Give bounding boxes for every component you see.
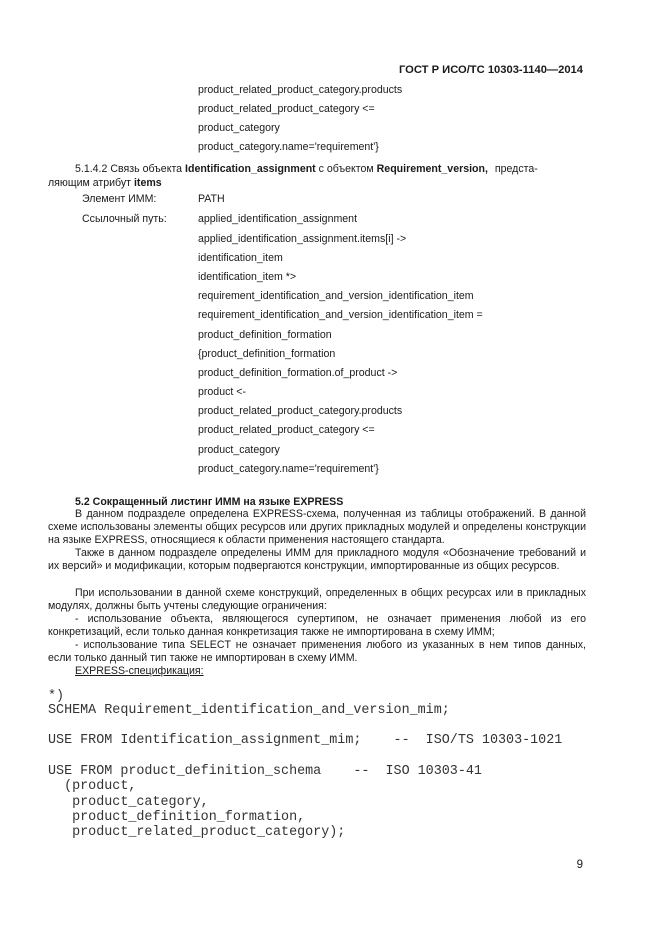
paragraph: В данном подразделе определена EXPRESS-схема, полученная из таблицы отображений. В данной схеме использованы элементы общих ресурсов или других прикладных модулей и определены конструкции на языке EXPRESS, относящиеся к области применения настоящего стандарта. xyxy=(48,508,586,546)
ref-path-line: product <- xyxy=(198,386,246,398)
list-item: - использование объекта, являющегося супертипом, не означает применения любой из его конкретизаций, если только данная конкретизация также не импортирована в схему ИММ; xyxy=(48,613,586,638)
ref-path-line: product_category xyxy=(198,444,280,456)
code-line: product_related_product_category); xyxy=(48,825,346,840)
code-line: product_category, xyxy=(48,795,209,810)
ref-path-line: requirement_identification_and_version_identification_item = xyxy=(198,309,483,321)
ref-path-line: {product_definition_formation xyxy=(198,348,336,360)
section-5142-heading-cont xyxy=(48,177,162,189)
section-number: 5.1.4.2 xyxy=(75,163,108,175)
ref-path-line: applied_identification_assignment.items[i] -> xyxy=(198,233,407,245)
heading-text: Связь объекта xyxy=(110,163,183,175)
heading-text: предста- xyxy=(494,163,538,175)
ref-path-line: product_definition_formation.of_product -> xyxy=(198,367,398,379)
code-line: *) xyxy=(48,689,65,704)
section-5142-heading xyxy=(75,163,538,175)
top-path-line: product_category.name='requirement'} xyxy=(198,141,379,153)
top-path-line: product_related_product_category.products xyxy=(198,84,403,96)
heading-text: с объектом xyxy=(318,163,374,175)
section-52-heading: 5.2 Сокращенный листинг ИММ на языке EXPRESS xyxy=(75,496,344,508)
ref-path-line: identification_item xyxy=(198,252,283,264)
code-line: USE FROM product_definition_schema -- ISO 10303-41 xyxy=(48,764,482,779)
code-line: USE FROM Identification_assignment_mim; -- ISO/TS 10303-1021 xyxy=(48,733,563,748)
document-header: ГОСТ Р ИСО/ТС 10303-1140—2014 xyxy=(398,64,583,76)
ref-path-line: requirement_identification_and_version_identification_item xyxy=(198,290,474,302)
code-line: (product, xyxy=(48,779,137,794)
imm-value: PATH xyxy=(198,193,225,205)
ref-path-line: product_category.name='requirement'} xyxy=(198,463,379,475)
list-item: - использование типа SELECT не означает применения любого из указанных в нем типов данных, если только данный тип также не импортирован в схему ИММ. xyxy=(48,639,586,664)
express-spec-label: EXPRESS-спецификация: xyxy=(75,665,204,677)
ref-path-line: product_related_product_category <= xyxy=(198,424,375,436)
imm-label: Элемент ИММ: xyxy=(82,193,157,205)
code-line: product_definition_formation, xyxy=(48,810,306,825)
heading-text: ляющим атрибут xyxy=(48,177,132,189)
ref-path-line: product_related_product_category.products xyxy=(198,405,403,417)
ref-path-label: Ссылочный путь: xyxy=(82,213,167,225)
ref-path-line: identification_item *> xyxy=(198,271,297,283)
paragraph: При использовании в данной схеме конструкций, определенных в общих ресурсах или в прикладных модулях, должны быть учтены следующие ограничения: xyxy=(48,587,586,612)
paragraph: Также в данном подразделе определены ИММ для прикладного модуля «Обозначение требований и их версий» и модификации, которым подвергаются конструкции, импортированные из общих ресурсов. xyxy=(48,547,586,572)
ref-path-line: product_definition_formation xyxy=(198,329,332,341)
page-number: 9 xyxy=(576,859,583,871)
code-line: SCHEMA Requirement_identification_and_version_mim; xyxy=(48,703,450,718)
entity-name: Identification_assignment xyxy=(185,163,316,175)
top-path-line: product_category xyxy=(198,122,280,134)
entity-name: Requirement_version, xyxy=(376,163,488,175)
attribute-name: items xyxy=(133,177,162,189)
ref-path-line: applied_identification_assignment xyxy=(198,213,358,225)
top-path-line: product_related_product_category <= xyxy=(198,103,375,115)
